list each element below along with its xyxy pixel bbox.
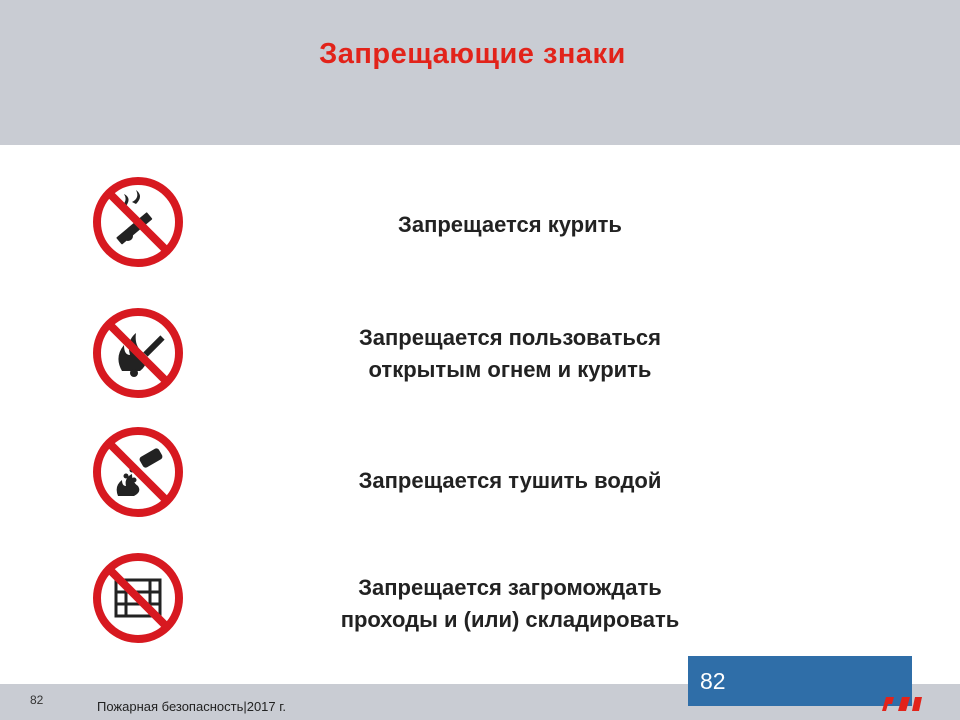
no-open-flame-icon: [92, 307, 184, 399]
no-smoking-icon: [92, 176, 184, 268]
page-title: Запрещающие знаки: [319, 38, 626, 70]
footer-text: Пожарная безопасность|2017 г.: [97, 699, 287, 714]
sign-label-line: проходы и (или) складировать: [340, 607, 680, 632]
sign-label-line: Запрещается загромождать: [358, 575, 662, 600]
sign-label-1: [250, 209, 770, 241]
sign-label-3: [250, 465, 770, 497]
sign-label-line: открытым огнем и курить: [368, 357, 652, 382]
sign-label-line: Запрещается тушить водой: [358, 468, 662, 493]
sign-label-line: Запрещается пользоваться: [358, 325, 661, 350]
page-number: 82: [700, 668, 726, 694]
header-bar: [0, 0, 960, 145]
no-storage-icon: [92, 552, 184, 644]
sign-label-line: Запрещается курить: [398, 212, 622, 237]
company-logo: [880, 693, 924, 713]
page-number-box: [688, 656, 912, 706]
footer-page-number: 82: [30, 693, 44, 707]
no-water-extinguishing-icon: [92, 426, 184, 518]
sign-label-2: [250, 322, 770, 386]
sign-label-4: [250, 572, 770, 636]
